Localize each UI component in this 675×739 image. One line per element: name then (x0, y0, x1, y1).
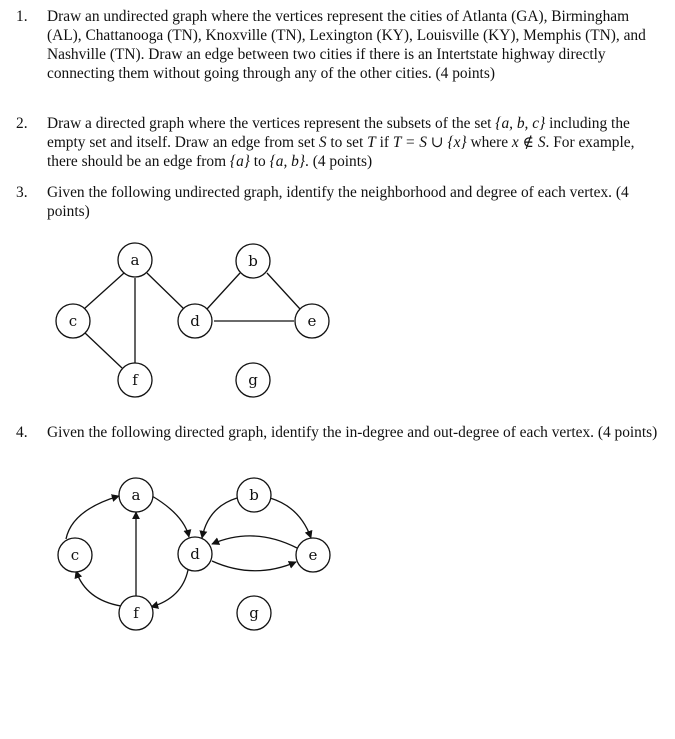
directed-graph (0, 470, 675, 640)
vertex-e (296, 538, 330, 572)
vertex-a (119, 478, 153, 512)
problem-text: Given the following undirected graph, identify the neighborhood and degree of each vertex. (4 points) (47, 184, 629, 220)
vertex-d (178, 537, 212, 571)
vertex-a (118, 243, 152, 277)
edge-b-e (267, 273, 300, 309)
vertex-label: b (249, 486, 259, 504)
vertex-label: e (307, 312, 317, 330)
problem-number: 2. (16, 115, 28, 132)
edge-b-e (270, 498, 311, 538)
problem-text: Draw an undirected graph where the vertices represent the cities of Atlanta (GA), Birmingham (AL), Chattanooga (TN), Knoxville (TN), Lexington (KY), Louisville (KY), Memphis (TN), and Nashville (TN). Draw an edge between two cities if there is an Intertstate highway directly connecting them without going through any of the other cities. (4 points) (47, 8, 646, 82)
vertex-label: g (248, 371, 258, 389)
vertex-label: a (130, 251, 140, 269)
vertex-g (237, 596, 271, 630)
vertex-label: f (133, 604, 139, 622)
vertex-label: d (190, 545, 200, 563)
edge-a-d (147, 273, 184, 309)
edge-d-e (212, 561, 296, 571)
edge-d-f (151, 570, 188, 607)
vertex-label: b (248, 252, 258, 270)
edge-a-d (152, 496, 189, 537)
vertex-label: f (132, 371, 138, 389)
problem-number: 3. (16, 184, 28, 201)
problem-text: Given the following directed graph, identify the in-degree and out-degree of each vertex. (4 points) (47, 424, 658, 441)
vertex-d (178, 304, 212, 338)
vertex-c (56, 304, 90, 338)
vertex-label: e (308, 546, 318, 564)
vertex-f (118, 363, 152, 397)
problem-text: Draw a directed graph where the vertices represent the subsets of the set {a, b, c} including the empty set and itself. Draw an edge from set S to set T if T = S ∪ {x} where x ∉ S. For example, there should be an edge from {a} to {a, b}. (4 points) (47, 115, 635, 170)
vertex-label: c (70, 546, 80, 564)
edge-c-a (66, 496, 119, 539)
vertex-e (295, 304, 329, 338)
vertex-f (119, 596, 153, 630)
vertex-b (237, 478, 271, 512)
vertex-b (236, 244, 270, 278)
vertex-label: c (68, 312, 78, 330)
problem-number: 1. (16, 8, 28, 25)
edge-d-b (207, 273, 240, 309)
edge-c-f (84, 332, 122, 368)
vertex-label: d (190, 312, 200, 330)
edge-a-c (84, 273, 124, 309)
vertex-g (236, 363, 270, 397)
edge-e-d (212, 536, 297, 548)
vertex-label: g (249, 604, 259, 622)
undirected-graph (0, 232, 675, 412)
problem-number: 4. (16, 424, 28, 441)
edge-f-c (76, 571, 121, 606)
vertex-c (58, 538, 92, 572)
edge-b-d (202, 498, 237, 538)
vertex-label: a (131, 486, 141, 504)
